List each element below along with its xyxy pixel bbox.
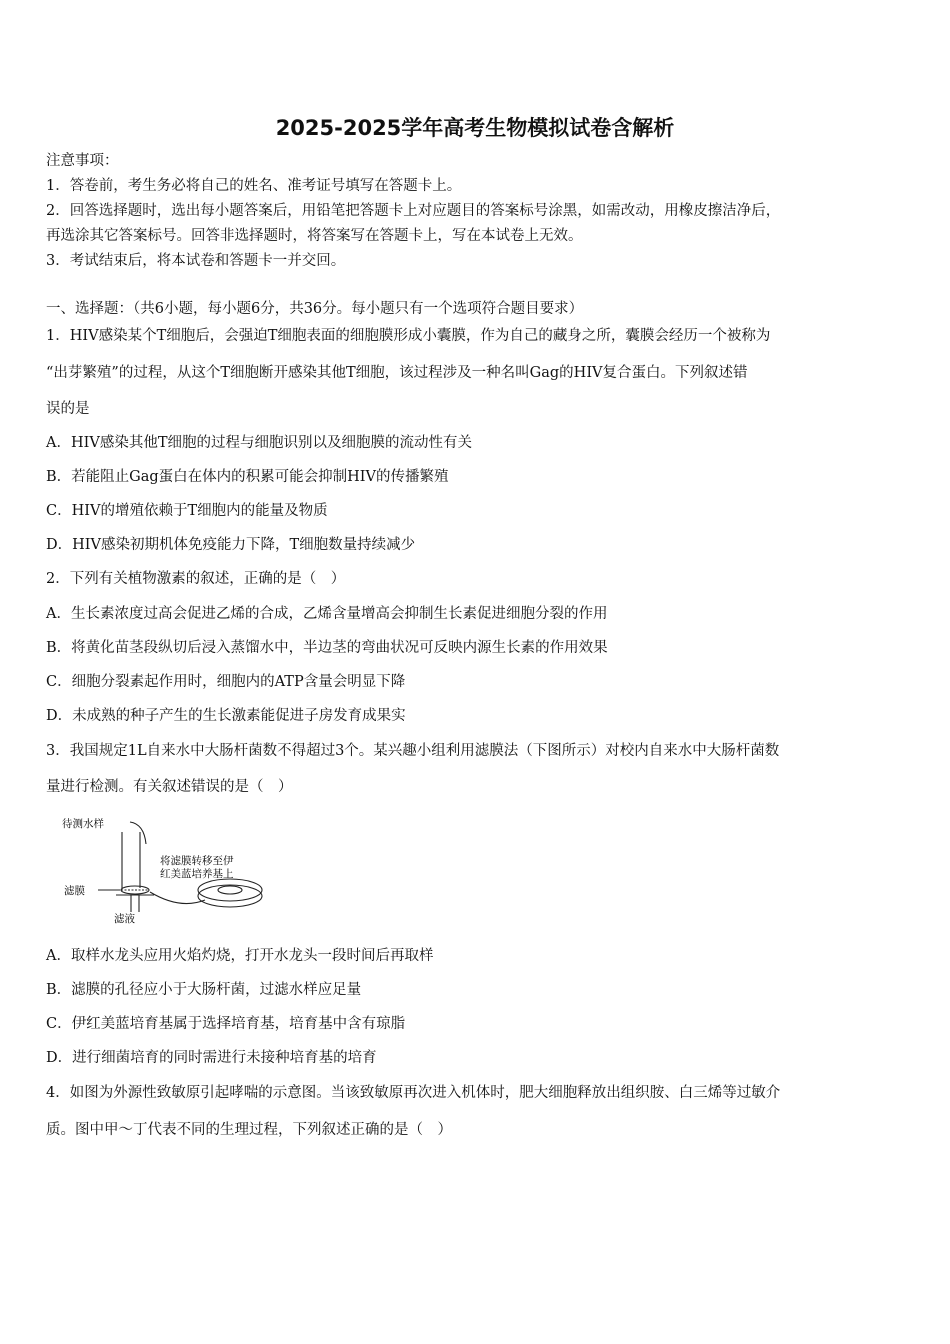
q2-option-c: C．细胞分裂素起作用时，细胞内的ATP含量会明显下降	[46, 674, 406, 690]
label-transfer-1: 将滤膜转移至伊	[160, 855, 234, 867]
q3-option-d: D．进行细菌培育的同时需进行未接种培育基的培育	[46, 1050, 377, 1066]
q3-stem-line: 3．我国规定1L自来水中大肠杆菌数不得超过3个。某兴趣小组利用滤膜法（下图所示）对校内自来水中大肠杆菌数	[46, 743, 780, 759]
q1-stem-line: “出芽繁殖”的过程，从这个T细胞断开感染其他T细胞，该过程涉及一种名叫Gag的HIV复合蛋白。下列叙述错	[46, 365, 748, 381]
label-transfer-2: 红美蓝培养基上	[160, 868, 234, 880]
q1-option-c: C．HIV的增殖依赖于T细胞内的能量及物质	[46, 503, 328, 519]
q3-option-a: A．取样水龙头应用火焰灼烧，打开水龙头一段时间后再取样	[46, 948, 434, 964]
notice-item: 1．答卷前，考生务必将自己的姓名、准考证号填写在答题卡上。	[46, 178, 462, 194]
membrane-filter-figure	[60, 810, 290, 925]
q3-option-c: C．伊红美蓝培育基属于选择培育基，培育基中含有琼脂	[46, 1016, 406, 1032]
q1-option-a: A．HIV感染其他T细胞的过程与细胞识别以及细胞膜的流动性有关	[46, 435, 472, 451]
notice-heading: 注意事项：	[46, 153, 119, 169]
q2-option-b: B．将黄化苗茎段纵切后浸入蒸馏水中，半边茎的弯曲状况可反映内源生长素的作用效果	[46, 640, 608, 656]
q1-stem-line: 1．HIV感染某个T细胞后，会强迫T细胞表面的细胞膜形成小囊膜，作为自己的藏身之所，囊膜会经历一个被称为	[46, 328, 771, 344]
q4-stem-line: 质。图中甲～丁代表不同的生理过程，下列叙述正确的是（ ）	[46, 1122, 452, 1138]
section-heading: 一、选择题：（共6小题，每小题6分，共36分。每小题只有一个选项符合题目要求）	[46, 301, 584, 317]
q3-stem-line: 量进行检测。有关叙述错误的是（ ）	[46, 779, 293, 795]
q2-option-a: A．生长素浓度过高会促进乙烯的合成，乙烯含量增高会抑制生长素促进细胞分裂的作用	[46, 606, 608, 622]
q1-stem-line: 误的是	[46, 401, 90, 417]
label-filtrate: 滤液	[114, 913, 135, 925]
notice-item: 2．回答选择题时，选出每小题答案后，用铅笔把答题卡上对应题目的答案标号涂黑，如需改动，用橡皮擦洁净后，	[46, 203, 781, 219]
q1-option-d: D．HIV感染初期机体免疫能力下降，T细胞数量持续减少	[46, 537, 416, 553]
q1-option-b: B．若能阻止Gag蛋白在体内的积累可能会抑制HIV的传播繁殖	[46, 469, 449, 485]
notice-item: 再选涂其它答案标号。回答非选择题时，将答案写在答题卡上，写在本试卷上无效。	[46, 228, 583, 244]
notice-item: 3．考试结束后，将本试卷和答题卡一并交回。	[46, 253, 346, 269]
label-sample: 待测水样	[62, 818, 104, 830]
label-membrane: 滤膜	[64, 885, 85, 897]
q2-option-d: D．未成熟的种子产生的生长激素能促进子房发育成果实	[46, 708, 406, 724]
q3-option-b: B．滤膜的孔径应小于大肠杆菌，过滤水样应足量	[46, 982, 362, 998]
q2-stem: 2．下列有关植物激素的叙述，正确的是（ ）	[46, 571, 346, 587]
page-title: 2025-2025学年高考生物模拟试卷含解析	[275, 116, 675, 140]
q4-stem-line: 4．如图为外源性致敏原引起哮喘的示意图。当该致敏原再次进入机体时，肥大细胞释放出组织胺、白三烯等过敏介	[46, 1085, 781, 1101]
